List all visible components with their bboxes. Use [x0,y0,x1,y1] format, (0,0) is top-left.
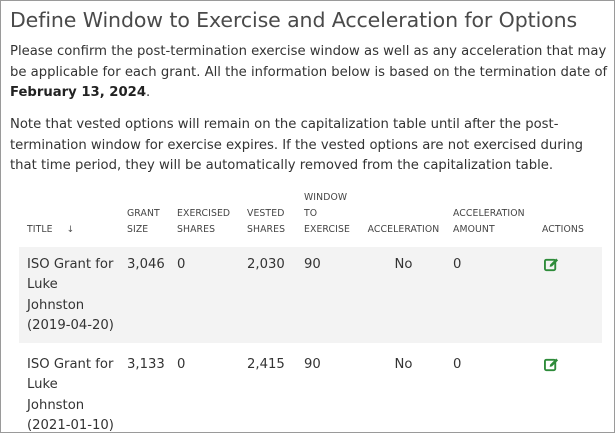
termination-date: February 13, 2024 [10,85,146,100]
intro-text: Please confirm the post-termination exercise window as well as any acceleration that may be applicable for each grant. All the information below is based on the termination date of [10,44,608,80]
grant-title: ISO Grant for Luke Johnston (2019-04-20) [19,247,119,343]
vested-shares: 2,415 [247,357,285,372]
edit-icon[interactable] [544,257,559,272]
column-header-acceleration-amount: ACCELERATION AMOUNT [453,208,525,235]
grants-table [19,190,602,433]
window-to-exercise: 90 [304,357,321,372]
exercised-shares: 0 [177,357,186,372]
window-to-exercise: 90 [296,247,362,343]
column-header-exercised-shares: EXERCISED SHARES [177,208,231,235]
sort-arrow-icon[interactable]: ↓ [66,225,75,235]
grant-size: 3,133 [127,357,165,372]
column-header-vested-shares: VESTED SHARES [247,208,286,235]
column-header-window-to-exercise: WINDOW TO EXERCISE [304,192,350,235]
intro-text-end: . [146,85,151,100]
column-header-actions: ACTIONS [542,224,584,235]
acceleration-amount: 0 [445,247,534,343]
table-header-row [19,190,602,247]
edit-icon[interactable] [544,357,559,372]
column-header-grant-size: GRANT SIZE [127,208,160,235]
note-paragraph: Note that vested options will remain on the capitalization table until after the post-termination window for exercise expires. If the vested options are not exercised during that time period, they will be automatically removed from the capitalization table. [10,117,584,173]
acceleration: No [362,247,445,343]
acceleration-amount: 0 [453,357,462,372]
grant-title: ISO Grant for Luke Johnston (2021-01-10) [27,357,114,433]
vested-shares: 2,030 [239,247,296,343]
actions-cell [534,347,602,433]
table-row [19,347,602,433]
grant-size: 3,046 [119,247,169,343]
column-header-title[interactable]: TITLE ↓ [27,224,75,235]
exercised-shares: 0 [169,247,239,343]
table-row [19,247,602,343]
page-title: Define Window to Exercise and Acceleration for Options [10,8,578,32]
intro-paragraph [10,42,608,104]
acceleration: No [394,357,413,372]
column-header-acceleration: ACCELERATION [367,224,440,235]
actions-cell [534,247,602,343]
